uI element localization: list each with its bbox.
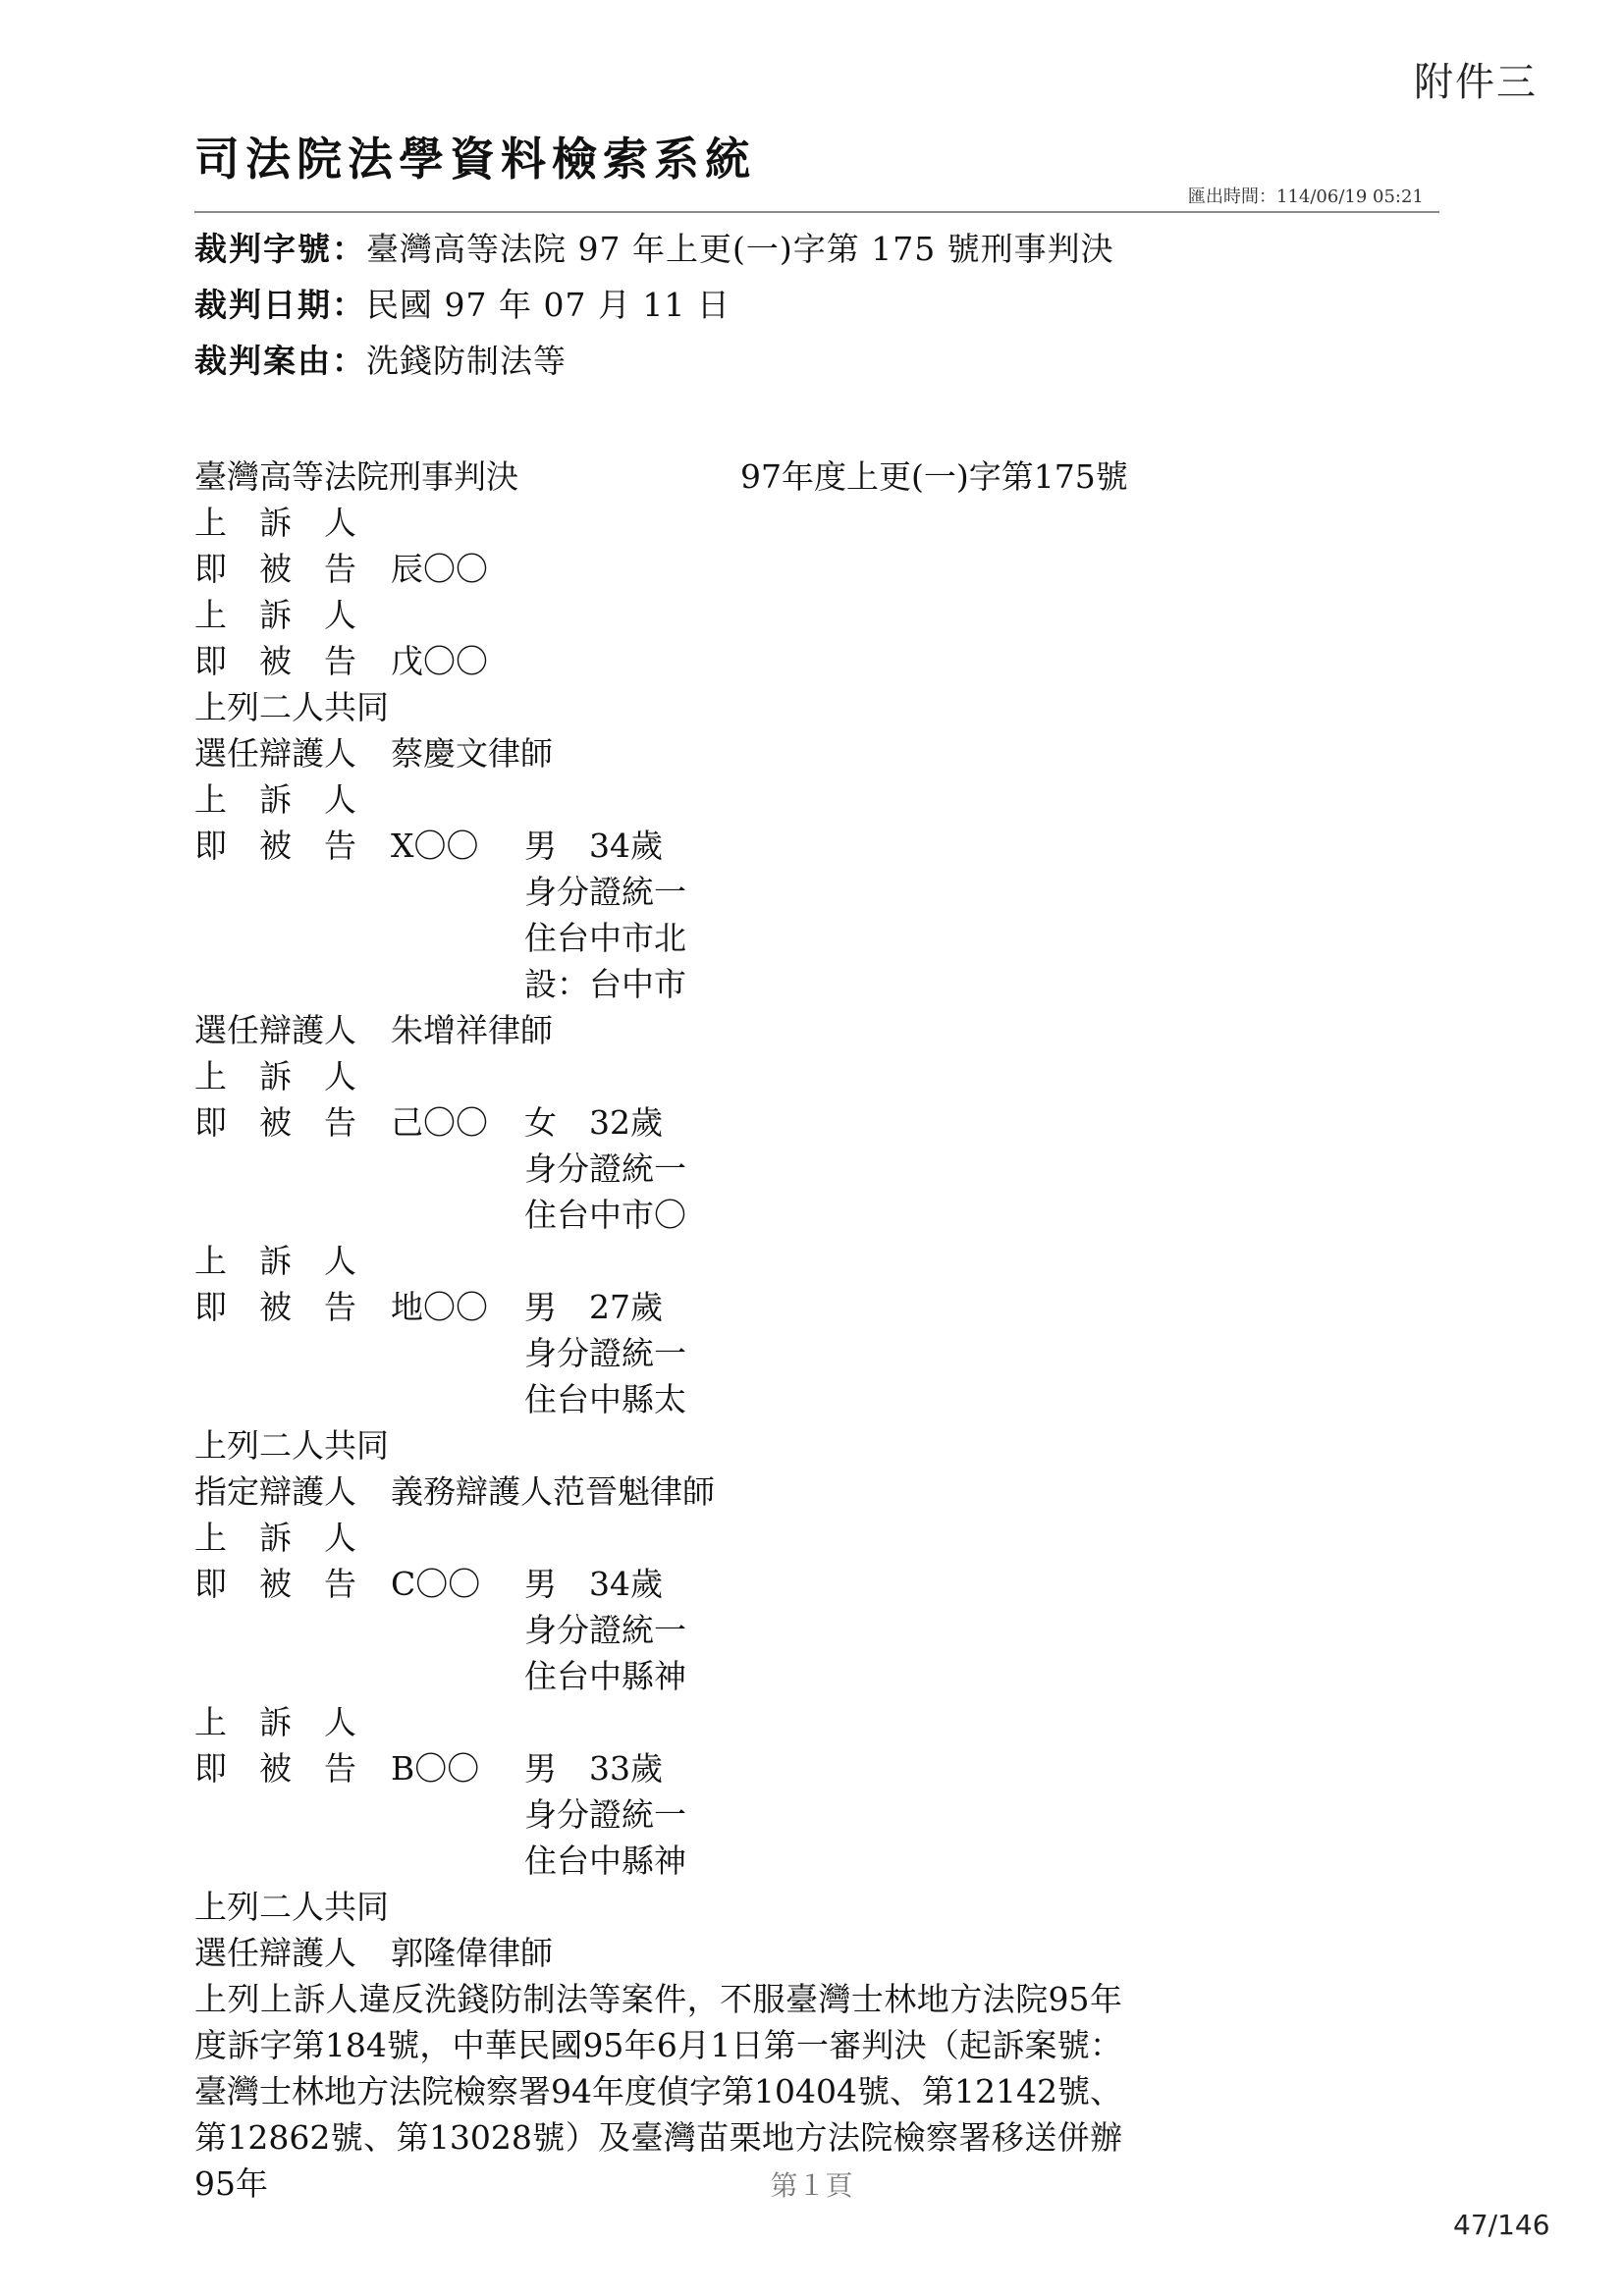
party-name: 戊〇〇	[391, 642, 488, 680]
party-line	[194, 1099, 663, 1146]
party-role: 上 訴 人	[194, 1057, 356, 1095]
party-detail: 男 34歲	[524, 1565, 663, 1603]
party-line	[194, 776, 356, 823]
meta-value: 洗錢防制法等	[366, 342, 567, 380]
court-name: 臺灣高等法院刑事判決	[194, 457, 518, 496]
meta-case-reason	[194, 336, 567, 382]
party-role: 上 訴 人	[194, 780, 356, 819]
party-role: 上 訴 人	[194, 504, 356, 542]
export-time: 匯出時間：114/06/19 05:21	[1188, 187, 1424, 207]
party-role: 即 被 告	[194, 1565, 356, 1603]
party-detail: 身分證統一	[524, 1611, 686, 1649]
meta-value: 臺灣高等法院 97 年上更(一)字第 175 號刑事判決	[366, 230, 1114, 268]
party-line	[194, 1930, 553, 1976]
party-role: 指定辯護人	[194, 1472, 356, 1511]
party-role: 上列二人共同	[194, 1888, 389, 1926]
party-line	[194, 1561, 663, 1607]
party-detail: 住台中縣神	[524, 1842, 686, 1880]
party-name: B〇〇	[391, 1749, 480, 1788]
party-role: 上列二人共同	[194, 688, 389, 726]
party-name: 蔡慶文律師	[391, 734, 553, 773]
party-line	[194, 1422, 389, 1468]
meta-value: 民國 97 年 07 月 11 日	[366, 286, 730, 324]
party-role: 上列二人共同	[194, 1426, 389, 1465]
party-role: 選任辯護人	[194, 1011, 356, 1049]
party-name: C〇〇	[391, 1565, 481, 1603]
party-detail: 住台中縣太	[524, 1380, 686, 1418]
party-line	[194, 684, 389, 730]
meta-key: 裁判日期：	[194, 286, 366, 324]
case-number: 97年度上更(一)字第175號	[740, 457, 1128, 496]
party-role: 上 訴 人	[194, 1242, 356, 1280]
party-name: 朱增祥律師	[391, 1011, 553, 1049]
header-divider	[194, 211, 1439, 213]
party-role: 即 被 告	[194, 550, 356, 588]
party-line	[194, 1007, 553, 1053]
party-name: 辰〇〇	[391, 550, 488, 588]
court-header	[194, 454, 1128, 500]
party-line	[194, 1699, 356, 1745]
party-role: 即 被 告	[194, 827, 356, 865]
party-detail: 身分證統一	[524, 1795, 686, 1834]
party-detail: 住台中市北	[524, 919, 686, 957]
party-role: 即 被 告	[194, 1103, 356, 1142]
meta-judgment-date	[194, 280, 730, 326]
judgment-paragraph: 上列上訴人違反洗錢防制法等案件，不服臺灣士林地方法院95年度訴字第184號，中華民國95年6月1日第一審判決（起訴案號：臺灣士林地方法院檢察署94年度偵字第10404號、第12142號、第12862號、第13028號）及臺灣苗栗地方法院檢察署移送併辦95年	[194, 1980, 1122, 2203]
party-detail: 住台中縣神	[524, 1657, 686, 1695]
meta-case-number	[194, 224, 1114, 270]
party-line	[194, 546, 488, 592]
party-role: 即 被 告	[194, 642, 356, 680]
party-line	[194, 500, 356, 546]
page-number: 第１頁	[770, 2169, 853, 2202]
annex-label: 附件三	[1414, 60, 1538, 105]
party-role: 上 訴 人	[194, 1519, 356, 1557]
system-title: 司法院法學資料檢索系統	[194, 133, 756, 186]
party-detail: 住台中市〇	[524, 1196, 686, 1234]
party-role: 即 被 告	[194, 1288, 356, 1326]
party-detail: 身分證統一	[524, 873, 686, 911]
party-detail: 身分證統一	[524, 1149, 686, 1188]
party-name: 己〇〇	[391, 1103, 488, 1142]
party-role: 選任辯護人	[194, 1934, 356, 1972]
party-line	[194, 1238, 356, 1284]
page-count: 47/146	[1453, 2209, 1550, 2241]
party-detail: 男 33歲	[524, 1749, 663, 1788]
party-role: 上 訴 人	[194, 1703, 356, 1741]
party-line	[194, 1515, 356, 1561]
party-line	[194, 1284, 663, 1330]
party-line	[194, 823, 663, 869]
meta-key: 裁判案由：	[194, 342, 366, 380]
party-role: 即 被 告	[194, 1749, 356, 1788]
party-line	[194, 1745, 663, 1791]
meta-key: 裁判字號：	[194, 230, 366, 268]
party-detail: 男 34歲	[524, 827, 663, 865]
party-line	[194, 638, 488, 684]
party-line	[194, 1468, 715, 1515]
party-line	[194, 592, 356, 638]
party-line	[194, 730, 553, 776]
party-detail: 女 32歲	[524, 1103, 663, 1142]
party-detail: 身分證統一	[524, 1334, 686, 1372]
party-role: 選任辯護人	[194, 734, 356, 773]
party-role: 上 訴 人	[194, 596, 356, 634]
party-name: 義務辯護人范晉魁律師	[391, 1472, 715, 1511]
party-detail: 設：台中市	[524, 965, 686, 1003]
party-detail: 男 27歲	[524, 1288, 663, 1326]
party-line	[194, 1884, 389, 1930]
party-line	[194, 1053, 356, 1099]
party-name: X〇〇	[391, 827, 479, 865]
party-name: 郭隆偉律師	[391, 1934, 553, 1972]
party-name: 地〇〇	[391, 1288, 488, 1326]
